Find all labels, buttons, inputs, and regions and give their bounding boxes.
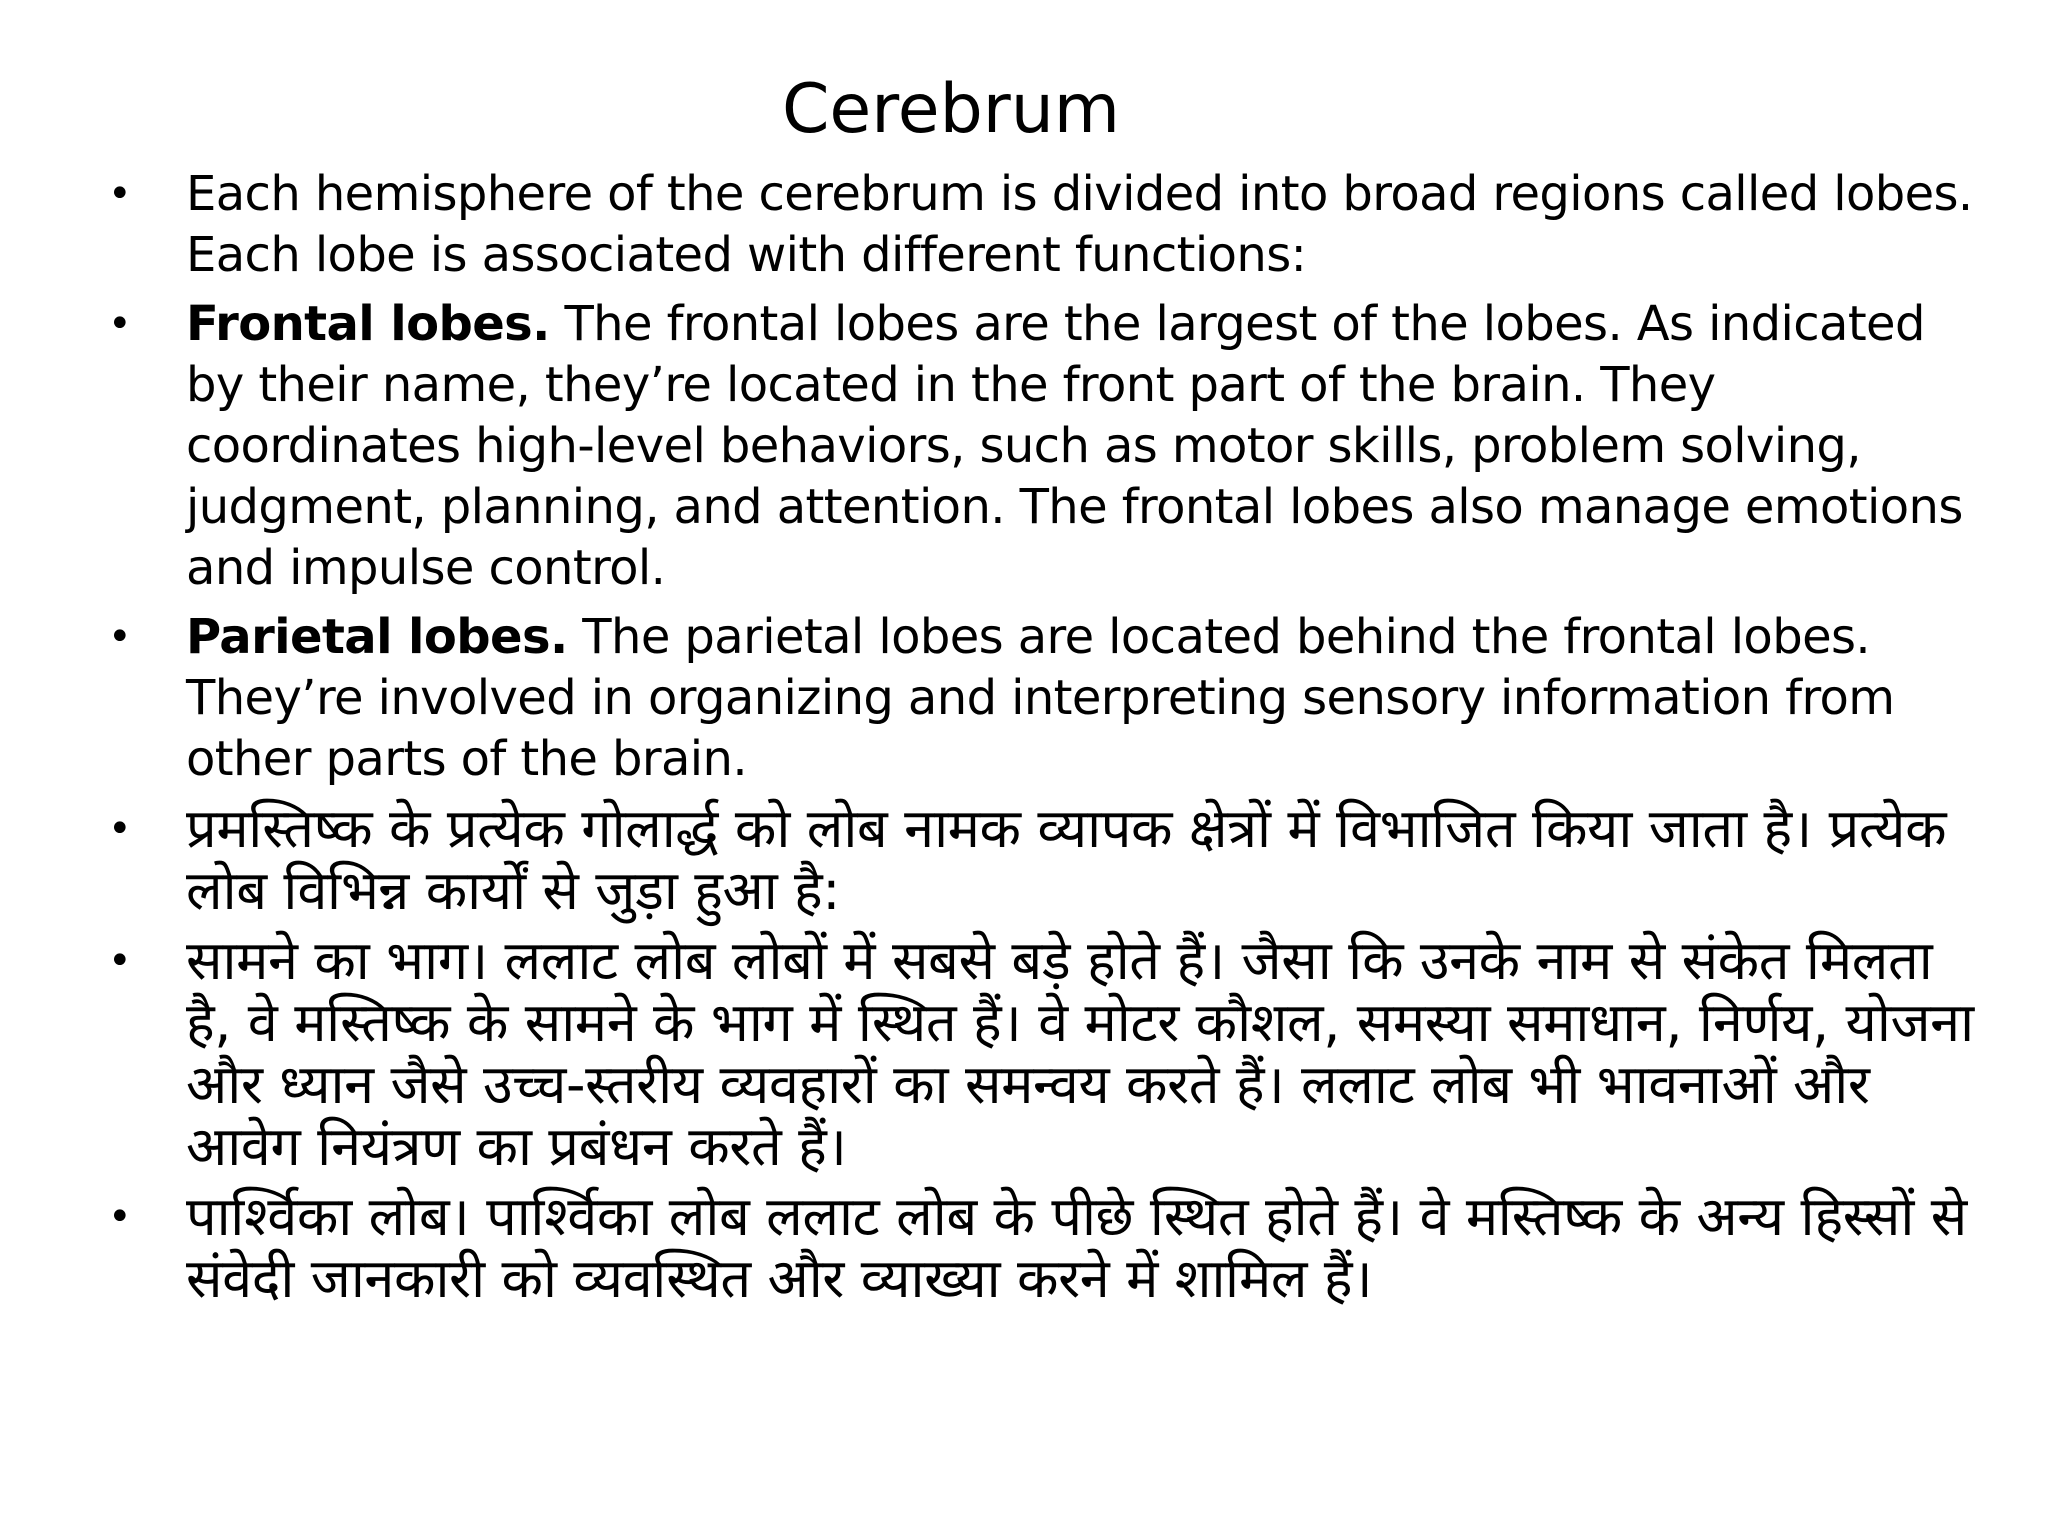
- bullet-text: Each hemisphere of the cerebrum is divided into broad regions called lobes. Each lobe is associated with different functions:: [186, 166, 1973, 283]
- bullet-dot-icon: •: [108, 614, 131, 660]
- bullet-dot-icon: •: [108, 171, 131, 217]
- bullet-dot-icon: •: [108, 1194, 132, 1240]
- bullet-item-hemisphere-hindi: [108, 798, 1988, 922]
- bullet-term: Parietal lobes.: [186, 609, 568, 665]
- bullet-text: The frontal lobes are the largest of the lobes. As indicated by their name, they’re located in the front part of the brain. They coordinates high-level behaviors, such as motor skills, problem solving, judgment, planning, and attention. The frontal lobes also manage emotions and impulse control.: [186, 296, 1963, 596]
- slide-title: Cerebrum: [781, 70, 1121, 149]
- bullet-dot-icon: •: [108, 938, 132, 984]
- bullet-item-frontal-lobes-hindi: [108, 930, 1988, 1178]
- bullet-item-parietal-lobes: [108, 607, 1988, 790]
- bullet-term: Frontal lobes.: [186, 296, 550, 352]
- bullet-list: [108, 164, 1988, 1318]
- bullet-dot-icon: •: [108, 806, 132, 852]
- bullet-text: सामने का भाग। ललाट लोब लोबों में सबसे बड़े होते हैं। जैसा कि उनके नाम से संकेत मिलता है, वे मस्तिष्क के सामने के भाग में स्थित हैं। वे मोटर कौशल, समस्या समाधान, निर्णय, योजना और ध्यान जैसे उच्च-स्तरीय व्यवहारों का समन्वय करते हैं। ललाट लोब भी भावनाओं और आवेग नियंत्रण का प्रबंधन करते हैं।: [186, 929, 1974, 1178]
- bullet-text: प्रमस्तिष्क के प्रत्येक गोलार्द्ध को लोब नामक व्यापक क्षेत्रों में विभाजित किया जाता है। प्रत्येक लोब विभिन्न कार्यों से जुड़ा हुआ है:: [186, 797, 1947, 922]
- bullet-dot-icon: •: [108, 301, 131, 347]
- bullet-item-frontal-lobes: [108, 294, 1988, 599]
- bullet-text: पार्श्विका लोब। पार्श्विका लोब ललाट लोब के पीछे स्थित होते हैं। वे मस्तिष्क के अन्य हिस्सों से संवेदी जानकारी को व्यवस्थित और व्याख्या करने में शामिल हैं।: [186, 1185, 1967, 1310]
- bullet-item-hemisphere: [108, 164, 1988, 286]
- bullet-text: The parietal lobes are located behind the frontal lobes. They’re involved in organizing and interpreting sensory information from other parts of the brain.: [186, 609, 1895, 787]
- bullet-item-parietal-lobes-hindi: [108, 1186, 1988, 1310]
